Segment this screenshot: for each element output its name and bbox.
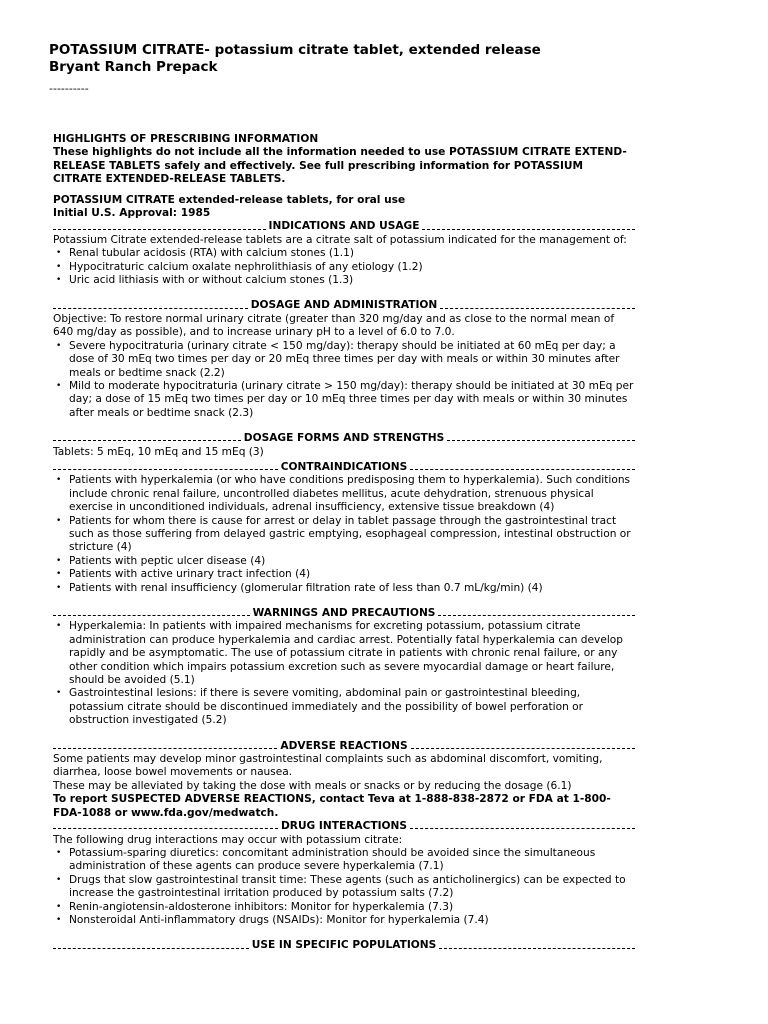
list-item: • Mild to moderate hypocitraturia (urinary citrate > 150 mg/day): therapy should be initiated at 30 mEq per day; a dose of 15 mEq two times per day or 10 mEq three times per day with meals or within 30 minutes after meals or bedtime snack (2.3) [69, 380, 635, 420]
list-item: • Severe hypocitraturia (urinary citrate < 150 mg/day): therapy should be initiated at 60 mEq per day; a dose of 30 mEq two times per day or 20 mEq three times per day with meals or within 30 minutes after meals or bedtime snack (2.2) [69, 340, 635, 380]
list-item: • Nonsteroidal Anti-inflammatory drugs (NSAIDs): Monitor for hyperkalemia (7.4) [69, 914, 635, 927]
list-item: • Hyperkalemia: In patients with impaired mechanisms for excreting potassium, potassium citrate administration can produce hyperkalemia and cardiac arrest. Potentially fatal hyperkalemia can develop rapidly and be asymptomatic. The use of potassium citrate in patients with chronic renal failure, or any other condition which impairs potassium excretion such as severe myocardial damage or heart failure, should be avoided (5.1) [69, 620, 635, 687]
forms-text: Tablets: 5 mEq, 10 mEq and 15 mEq (3) [53, 445, 264, 458]
header-separator: ---------- [49, 82, 89, 95]
section-heading-dosage: DOSAGE AND ADMINISTRATION [53, 299, 635, 312]
list-item: • Renin-angiotensin-aldosterone inhibitors: Monitor for hyperkalemia (7.3) [69, 901, 635, 914]
section-heading-contraindications: CONTRAINDICATIONS [53, 461, 635, 474]
list-item: • Potassium-sparing diuretics: concomitant administration should be avoided since the simultaneous administration of these agents can produce severe hyperkalemia (7.1) [69, 847, 635, 874]
interactions-list [53, 847, 635, 927]
section-heading-interactions: DRUG INTERACTIONS [53, 820, 635, 833]
list-item: • Drugs that slow gastrointestinal transit time: These agents (such as anticholinergics) can be expected to increase the gastrointestinal irritation produced by potassium salts (7.2) [69, 874, 635, 901]
highlights-disclaimer: These highlights do not include all the information needed to use POTASSIUM CITRATE EXTEND-RELEASE TABLETS safely and effectively. See full prescribing information for POTASSIUM CITRATE EXTENDED-RELEASE TABLETS. [53, 146, 627, 186]
section-heading-populations: USE IN SPECIFIC POPULATIONS [53, 939, 635, 952]
dosage-intro: Objective: To restore normal urinary citrate (greater than 320 mg/day and as close to the normal mean of 640 mg/day as possible), and to increase urinary pH to a level of 6.0 to 7.0. [53, 312, 615, 339]
list-item: • Patients with renal insufficiency (glomerular filtration rate of less than 0.7 mL/kg/min) (4) [69, 582, 635, 595]
initial-approval: Initial U.S. Approval: 1985 [53, 207, 211, 220]
list-item: • Patients with hyperkalemia (or who have conditions predisposing them to hyperkalemia). Such conditions include chronic renal failure, uncontrolled diabetes mellitus, acute dehydration, strenuous physical exercise in unconditioned individuals, adrenal insufficiency, extensive tissue breakdown (4) [69, 474, 635, 514]
indications-list [53, 247, 635, 287]
warnings-list [53, 620, 635, 727]
section-heading-warnings: WARNINGS AND PRECAUTIONS [53, 607, 635, 620]
list-item: • Hypocitraturic calcium oxalate nephrolithiasis of any etiology (1.2) [69, 261, 635, 274]
section-heading-indications: INDICATIONS AND USAGE [53, 220, 635, 233]
list-item: • Uric acid lithiasis with or without calcium stones (1.3) [69, 274, 635, 287]
list-item: • Patients for whom there is cause for arrest or delay in tablet passage through the gastrointestinal tract such as those suffering from delayed gastric emptying, esophageal compression, intestinal obstruction or stricture (4) [69, 515, 635, 555]
product-line: POTASSIUM CITRATE extended-release tablets, for oral use [53, 193, 406, 206]
list-item: • Gastrointestinal lesions: if there is severe vomiting, abdominal pain or gastrointestinal bleeding, potassium citrate should be discontinued immediately and the possibility of bowel perforation or obstruction investigated (5.2) [69, 687, 635, 727]
dosage-list [53, 340, 635, 420]
document-header [49, 42, 729, 95]
section-heading-forms: DOSAGE FORMS AND STRENGTHS [53, 432, 635, 445]
interactions-intro: The following drug interactions may occur with potassium citrate: [53, 833, 403, 846]
adverse-report-contact: To report SUSPECTED ADVERSE REACTIONS, contact Teva at 1-888-838-2872 or FDA at 1-800-FDA-1088 or www.fda.gov/medwatch. [53, 793, 611, 819]
document-title: POTASSIUM CITRATE- potassium citrate tablet, extended release [49, 42, 541, 58]
list-item: • Patients with active urinary tract infection (4) [69, 568, 635, 581]
list-item: • Patients with peptic ulcer disease (4) [69, 555, 635, 568]
highlights-heading: HIGHLIGHTS OF PRESCRIBING INFORMATION [53, 133, 319, 145]
list-item: • Renal tubular acidosis (RTA) with calcium stones (1.1) [69, 247, 635, 260]
adverse-text-2: These may be alleviated by taking the dose with meals or snacks or by reducing the dosage (6.1) [53, 779, 572, 792]
indications-intro: Potassium Citrate extended-release tablets are a citrate salt of potassium indicated for the management of: [53, 233, 627, 246]
adverse-text-1: Some patients may develop minor gastrointestinal complaints such as abdominal discomfort, vomiting, diarrhea, loose bowel movements or nausea. [53, 753, 603, 779]
contraindications-list [53, 474, 635, 595]
document-labeler: Bryant Ranch Prepack [49, 59, 218, 75]
highlights-box [53, 133, 635, 953]
section-heading-adverse: ADVERSE REACTIONS [53, 740, 635, 753]
